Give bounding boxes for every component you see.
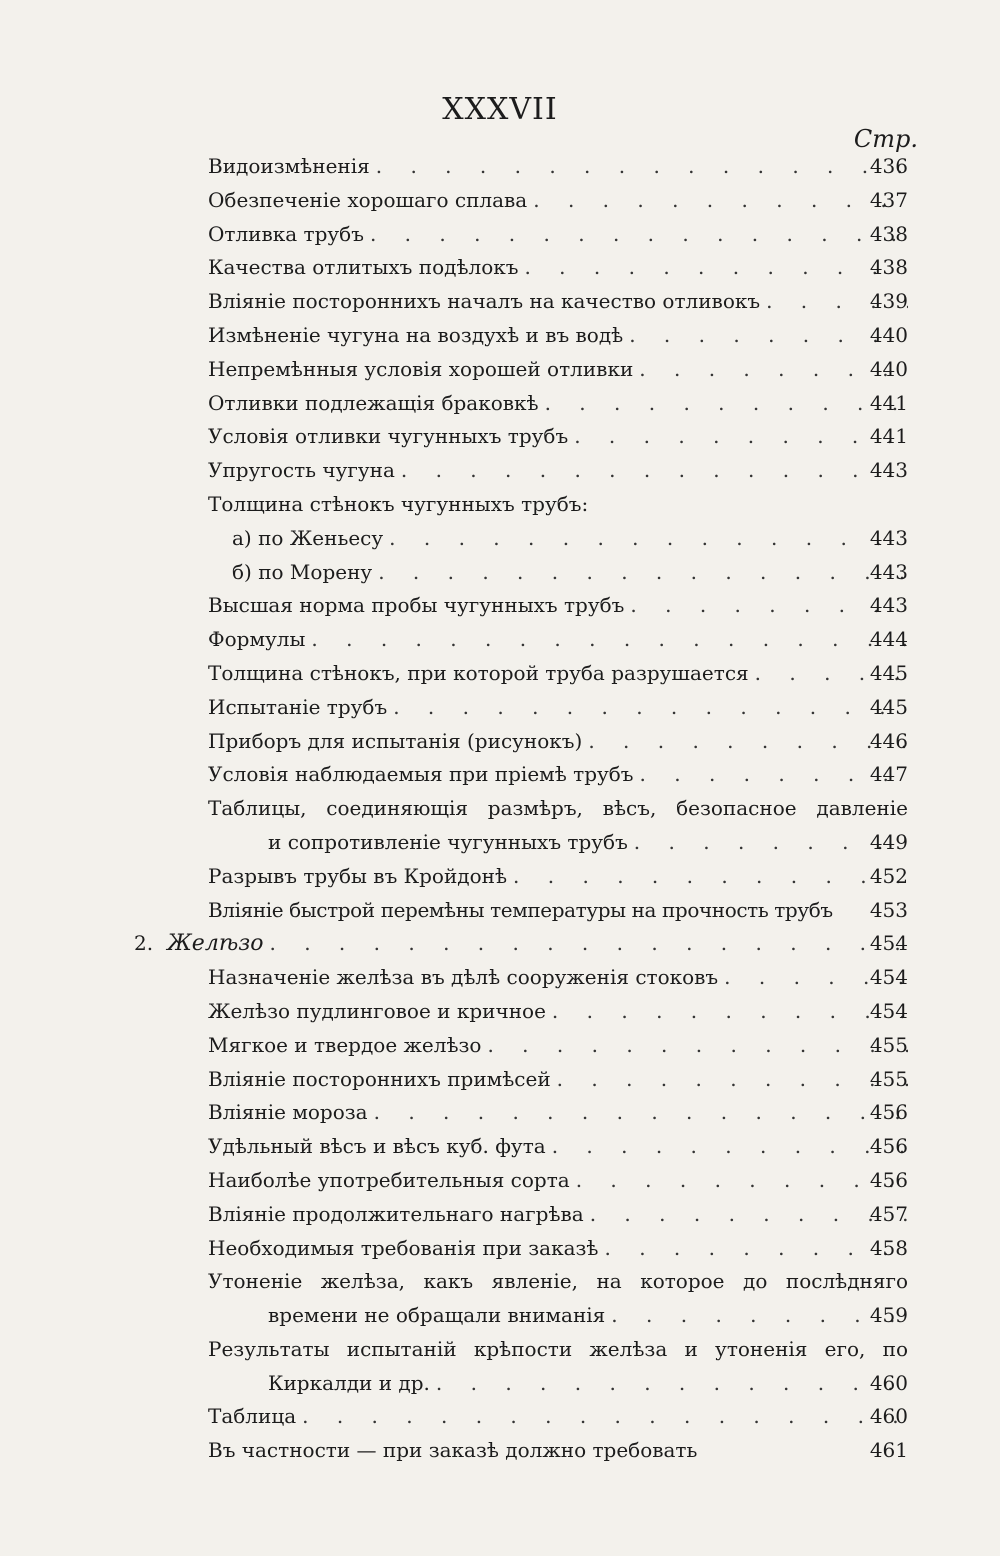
toc-entry-page: 440 — [869, 322, 908, 347]
toc-entry — [0, 488, 1000, 522]
toc-entry-title: Утоненіе желѣза, какъ явленіе, на которое до послѣдняго — [208, 1269, 908, 1294]
toc-entry-title: Условія наблюдаемыя при пріемѣ трубъ — [208, 762, 634, 787]
toc-entry-title: Отливка трубъ — [208, 221, 364, 246]
toc-entry-title-continued: Киркалди и др. — [268, 1370, 430, 1395]
toc-entry — [0, 1198, 1000, 1232]
toc-entry-page: 461 — [869, 1438, 908, 1463]
toc-entry-page: 452 — [869, 863, 908, 888]
toc-entry-page: 445 — [869, 694, 908, 719]
toc-entry-title: Назначеніе желѣза въ дѣлѣ сооруженія стоковъ — [208, 965, 719, 990]
toc-entry-title: Испытаніе трубъ — [208, 694, 388, 719]
toc-entry-title: Приборъ для испытанія (рисунокъ) — [208, 728, 583, 753]
toc-entry-title: Условія отливки чугунныхъ трубъ — [208, 424, 569, 449]
toc-entry-title: Толщина стѣнокъ чугунныхъ трубъ: — [208, 491, 589, 516]
toc-entry-page: 447 — [869, 762, 908, 787]
toc-entry-title: Вліяніе быстрой перемѣны температуры на прочность трубъ — [208, 897, 833, 922]
toc-entry-page: 457 — [869, 1201, 908, 1226]
toc-entry — [0, 961, 1000, 995]
toc-entry-title: Толщина стѣнокъ, при которой труба разрушается — [208, 660, 749, 685]
toc-entry-page: 438 — [869, 221, 908, 246]
toc-entry-page: 443 — [869, 525, 908, 550]
toc-entry — [0, 251, 1000, 285]
toc-entry-title: Высшая норма пробы чугунныхъ трубъ — [208, 593, 625, 618]
page-number: XXXVII — [442, 92, 558, 127]
toc-entry-page: 441 — [869, 424, 908, 449]
toc-entry-page: 456 — [869, 1167, 908, 1192]
toc-entry — [0, 860, 1000, 894]
toc-entry-page: 460 — [869, 1404, 908, 1429]
toc-entry-title: Наиболѣе употребительныя сорта — [208, 1167, 570, 1192]
toc-entry — [0, 454, 1000, 488]
toc-entry-title: Въ частности — при заказѣ должно требовать — [208, 1438, 698, 1463]
toc-entry-page: 459 — [869, 1303, 908, 1328]
toc-entry — [0, 691, 1000, 725]
toc-entry-title: Мягкое и твердое желѣзо — [208, 1032, 482, 1057]
toc-entry-page: 446 — [869, 728, 908, 753]
toc-entry-title: Результаты испытаній крѣпости желѣза и утоненія его, по — [208, 1336, 908, 1361]
toc-entry — [0, 657, 1000, 691]
toc-entry — [0, 623, 1000, 657]
toc-entry — [0, 285, 1000, 319]
toc-entry-title: Непремѣнныя условія хорошей отливки — [208, 356, 634, 381]
toc-entry — [0, 1232, 1000, 1266]
toc-entry-title: Разрывъ трубы въ Кройдонѣ — [208, 863, 508, 888]
toc-entry — [0, 420, 1000, 454]
toc-entry — [0, 1400, 1000, 1434]
toc-entry-title: Таблицы, соединяющія размѣръ, вѣсъ, безопасное давленіе — [208, 796, 908, 821]
toc-entry — [0, 1333, 1000, 1401]
toc-entry — [0, 1029, 1000, 1063]
toc-entry — [0, 589, 1000, 623]
toc-entry-page: 443 — [869, 458, 908, 483]
toc-entry-page: 454 — [869, 965, 908, 990]
toc-entry — [0, 792, 1000, 860]
toc-entry-title: Видоизмѣненія — [208, 154, 370, 178]
toc-entry — [0, 319, 1000, 353]
toc-entry-title: Вліяніе мороза — [208, 1100, 368, 1125]
toc-entry-title: а) по Женьесу — [232, 525, 384, 550]
toc-entry — [0, 894, 1000, 928]
toc-entry-title: Вліяніе продолжительнаго нагрѣва — [208, 1201, 584, 1226]
toc-entry — [0, 1164, 1000, 1198]
toc-entry-page: 458 — [869, 1235, 908, 1260]
toc-entry — [0, 1096, 1000, 1130]
toc-entry-page: 455 — [869, 1066, 908, 1091]
toc-entry — [0, 150, 1000, 184]
table-of-contents — [0, 150, 1000, 1468]
toc-section-number: 2. — [134, 931, 154, 956]
toc-entry-title: Таблица — [208, 1404, 297, 1429]
page-column-label: Стр. — [853, 125, 918, 153]
toc-subentry — [0, 522, 1000, 556]
toc-entry-title: Отливки подлежащія браковкѣ — [208, 390, 539, 415]
toc-entry-page: 439 — [869, 289, 908, 314]
toc-entry-page: 454 — [869, 931, 908, 956]
toc-entry-title: Вліяніе постороннихъ примѣсей — [208, 1066, 551, 1091]
toc-entry-page: 437 — [869, 187, 908, 212]
toc-entry-page: 456 — [869, 1134, 908, 1159]
toc-entry-title: Формулы — [208, 627, 306, 652]
toc-entry-title: б) по Морену — [232, 559, 373, 584]
toc-subentry — [0, 556, 1000, 590]
toc-entry-title: Удѣльный вѣсъ и вѣсъ куб. фута — [208, 1134, 546, 1159]
toc-entry-page: 455 — [869, 1032, 908, 1057]
toc-entry-page: 445 — [869, 660, 908, 685]
toc-entry — [0, 1434, 1000, 1468]
toc-entry — [0, 218, 1000, 252]
toc-entry-page: 443 — [869, 593, 908, 618]
toc-entry — [0, 387, 1000, 421]
toc-entry — [0, 1130, 1000, 1164]
toc-entry-page: 444 — [869, 627, 908, 652]
toc-entry-page: 440 — [869, 356, 908, 381]
toc-entry-page: 443 — [869, 559, 908, 584]
toc-entry-page: 454 — [869, 998, 908, 1023]
toc-entry-page: 441 — [869, 390, 908, 415]
toc-entry-page: 438 — [869, 255, 908, 280]
toc-entry-title: Упругость чугуна — [208, 458, 395, 483]
toc-entry — [0, 758, 1000, 792]
toc-entry — [0, 184, 1000, 218]
toc-entry-page: 456 — [869, 1100, 908, 1125]
toc-entry — [0, 725, 1000, 759]
toc-entry — [0, 995, 1000, 1029]
toc-entry-title: Измѣненіе чугуна на воздухѣ и въ водѣ — [208, 322, 624, 347]
toc-entry-title: Желѣзо пудлинговое и кричное — [208, 998, 546, 1023]
toc-entry-title: Необходимыя требованія при заказѣ — [208, 1235, 599, 1260]
toc-entry-title-continued: времени не обращали вниманія — [268, 1303, 606, 1328]
toc-entry-page: 436 — [869, 154, 908, 178]
toc-entry — [0, 1063, 1000, 1097]
toc-entry-page: 460 — [869, 1370, 908, 1395]
toc-entry-page: 449 — [869, 829, 908, 854]
toc-entry-page: 453 — [869, 897, 908, 922]
toc-entry-title: Качества отлитыхъ подѣлокъ — [208, 255, 519, 280]
toc-entry-title: Обезпеченіе хорошаго сплава — [208, 187, 528, 212]
toc-entry-title: Вліяніе постороннихъ началъ на качество отливокъ — [208, 289, 761, 314]
toc-entry — [0, 353, 1000, 387]
toc-entry — [0, 1265, 1000, 1333]
toc-section — [0, 927, 1000, 961]
toc-section-title: Желѣзо — [167, 931, 264, 957]
toc-entry-title-continued: и сопротивленіе чугунныхъ трубъ — [268, 829, 628, 854]
